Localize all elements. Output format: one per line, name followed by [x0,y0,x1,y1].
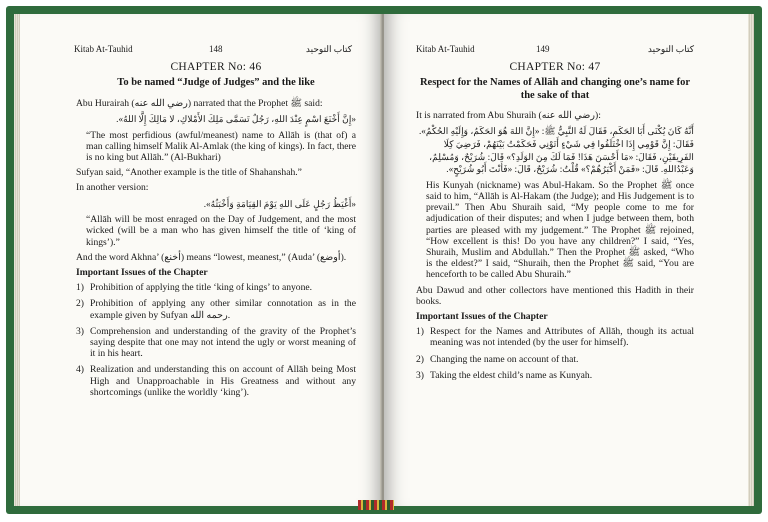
list-item: 3) Comprehension and understanding of the gravity of the Prophet’s saying despite that one may not intend the ugly or worst meaning of it in his heart. [76,325,356,360]
right-header-arabic: كتاب التوحيد [647,44,694,54]
left-issues-list [76,282,356,398]
left-chapter-number: CHAPTER No: 46 [170,61,262,73]
open-book [14,14,754,506]
list-item: 2) Changing the name on account of that. [416,353,579,365]
bookmark-ribbon [358,500,394,510]
page-edges-right [748,14,754,506]
right-hadith-arabic: أَنَّهُ كَانَ يُكْنَى أَبَا الحَكَمِ، فَقَالَ لَهُ النَّبِيُّ ﷺ: «إِنَّ اللهَ هُوَ الحَكَمُ، وَإِلَيْهِ الحُكْمُ». فَقَالَ: إِنَّ قَوْمِي إِذَا اخْتَلَفُوا فِي شَيْءٍ أَتَوْنِي فَحَكَمْتُ بَيْنَهُمْ، فَرَضِيَ كِلَا الفَرِيقَيْنِ، فَقَالَ: «مَا أَحْسَنَ هَذَا! فَمَا لَكَ مِنَ الوَلَدِ؟» قَالَ: شُرَيْحٌ، وَمُسْلِمٌ، وَعَبْدُاللهِ. قَالَ: «فَمَنْ أَكْبَرُهُمْ؟» قُلْتُ: شُرَيْحٌ، قَالَ: «فَأَنْتَ أَبُو شُرَيْحٍ». [418,126,694,175]
list-item: 2) Prohibition of applying any other similar connotation as in the example given by Sufyan رحمه الله. [76,298,356,321]
right-page-body [416,62,694,386]
right-page-number: 149 [536,44,550,54]
list-item: 3) Taking the eldest child’s name as Kunyah. [416,369,593,381]
left-another-version-label: In another version: [76,182,149,194]
left-header-title: Kitab At-Tauhid [74,44,133,54]
left-page [14,14,382,506]
page-edges-left [14,14,20,506]
left-intro: Abu Hurairah (رضي الله عنه) narrated that the Prophet ﷺ said: [76,97,323,109]
left-chapter-title: To be named “Judge of Judges” and the like [117,77,315,89]
right-translation: His Kunyah (nickname) was Abul-Hakam. So the Prophet ﷺ once said to him, “Allāh is Al-Hakam (the Judge); and His Judgement is to prevail.” Then Abu Shuraih said, “My people come to me for adjudication of their disputes; and when I judge between them, both parties are pleased with my judgement.” The Prophet ﷺ rejoined, “How excellent is this! Do you have any children?” I said, “Yes, Shuraih, Muslim and Abdullah.” Then the Prophet ﷺ asked, “Who is the eldest?” I said, “Shuraih, then the Prophet ﷺ said, “You are henceforth to be called Abu Shuraih.” [426,179,695,281]
left-issues-heading: Important Issues of the Chapter [76,266,208,278]
left-hadith-arabic: «إِنَّ أَخْنَعَ اسْمٍ عِنْدَ اللهِ، رَجُلٌ تَسَمَّى مَلِكَ الأَمْلاكِ، لا مَالِكَ إِلَّا اللهُ». [116,113,356,124]
right-intro: It is narrated from Abu Shuraih (رضي الله عنه): [416,110,601,122]
left-page-number: 148 [209,44,223,54]
right-page [384,14,754,506]
left-version-arabic: «أَغْيَظُ رَجُلٍ عَلَى اللهِ يَوْمَ القِيَامَةِ وَأَخْبَثُهُ». [203,198,356,209]
right-header-title: Kitab At-Tauhid [416,44,475,54]
right-chapter-number: CHAPTER No: 47 [509,61,601,73]
list-item: 1) Prohibition of applying the title ‘king of kings’ to anyone. [76,282,313,294]
list-item: 4) Realization and understanding this on account of Allāh being Most High and Unapproachable in His Greatness and without any shortcomings (unlike the worldly ‘king’). [76,364,356,398]
right-collectors-note: Abu Dawud and other collectors have mentioned this Hadith in their books. [416,284,694,307]
right-chapter-title: Respect for the Names of Allāh and changing one’s name for the sake of that [419,77,691,101]
right-issues-list [416,326,694,381]
left-version-translation: “Allāh will be most enraged on the Day of Judgement, and the most wicked (will be a man who has given himself the title of ‘king of kings’).” [86,214,356,248]
left-page-body [76,62,356,403]
right-issues-heading: Important Issues of the Chapter [416,311,548,323]
list-item: 1) Respect for the Names and Attributes of Allāh, though its actual meaning was not intended (by the user for himself). [416,326,694,349]
left-header-arabic: كتاب التوحيد [305,44,352,54]
left-akhna-note: And the word Akhna’ (أخنع) means “lowest, meanest,” (Auda’ (أوضع). [76,251,347,263]
left-hadith-translation: “The most perfidious (awful/meanest) name to Allāh is (that of) a man calling himself Malik Al-Amlak (the king of kings). In fact, there is no king but Allāh.” (Al-Bukhari) [86,129,356,163]
left-sufyan-note: Sufyan said, “Another example is the title of Shahanshah.” [76,167,302,179]
